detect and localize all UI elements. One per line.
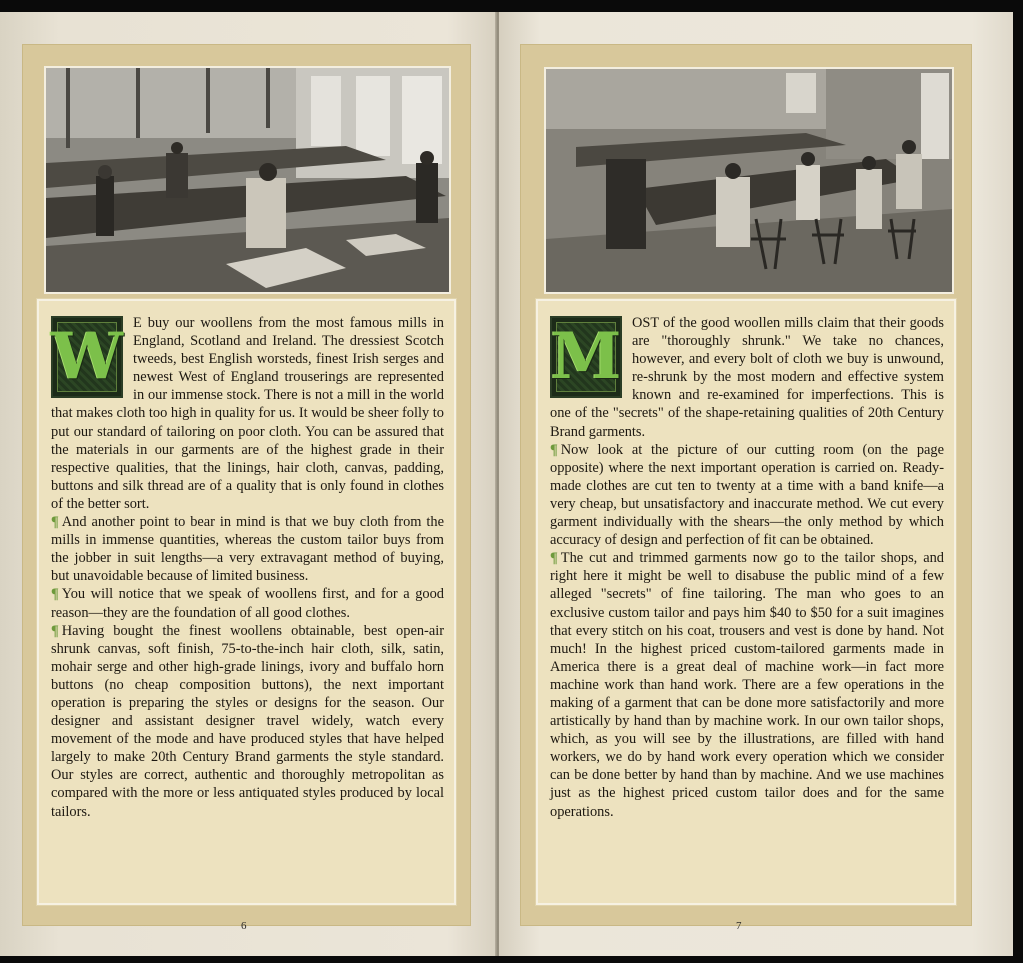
right-paragraph-3-text: The cut and trimmed garments now go to the tailor shops, and right here it might be well to disabuse the public mind of a few alleged "secrets" of fine tailoring. The man who goes to an exclusive custom tailor and pays him $40 to $50 for a suit imagines that every stitch on his coat, trousers and vest is done by hand. Not much! In the highest priced custom-tailored garments made in America there is a great deal of machine work—in fact more machine work than hand work. There are a few operations in the making of a garment that can be done more satisfactorily and more artistically by hand than by machine work. In our own tailor shops, which, as you will see by the illustrations, are filled with hand workers, we do by hand work every operation which we consider can be done better by hand than by machine. And we use machines just as the highest priced custom tailor does and for the same operations. bbox=[550, 550, 944, 820]
right-text-panel bbox=[536, 299, 956, 905]
dropcap-ornament bbox=[550, 319, 622, 394]
left-page bbox=[0, 12, 497, 956]
left-paragraph-4 bbox=[51, 622, 444, 821]
right-paragraph-2 bbox=[550, 441, 944, 550]
pilcrow-icon: ¶ bbox=[550, 441, 558, 458]
left-paragraph-2-text: And another point to bear in mind is that we buy cloth from the mills in immense quantities, whereas the custom tailor buys from the jobber in suit lengths—a very extravagant method of buying, but unavoidable because of limited business. bbox=[51, 514, 444, 585]
dropcap-w bbox=[51, 316, 123, 398]
tailor-shop-photo bbox=[544, 67, 954, 294]
page-number-left: 6 bbox=[241, 920, 247, 932]
dropcap-letter: M bbox=[550, 319, 622, 394]
pilcrow-icon: ¶ bbox=[51, 586, 59, 603]
page-number-right: 7 bbox=[736, 920, 742, 932]
right-page bbox=[499, 12, 1013, 956]
pilcrow-icon: ¶ bbox=[51, 514, 59, 531]
tailor-shop-illustration bbox=[546, 69, 952, 292]
dropcap-m bbox=[550, 316, 622, 398]
cutting-room-illustration bbox=[46, 68, 449, 292]
left-paragraph-1: E buy our woollens from the most famous mills in England, Scotland and Ireland. The dressiest Scotch tweeds, best English worsteds, finest Irish serges and newest West of England trouserings are represented in our immense stock. There is not a mill in the world that makes cloth too high in quality for us. It would be sheer folly to put our standard of tailoring on poor cloth. You can be assured that the materials in our garments are of the highest grade in their respective qualities, that the linings, hair cloth, canvas, padding, buttons and silk thread are of a quality that is only found in clothes of the better sort. bbox=[51, 315, 444, 512]
right-paragraph-3 bbox=[550, 549, 944, 820]
dropcap-letter: W bbox=[51, 319, 123, 394]
right-paragraph-2-text: Now look at the picture of our cutting room (on the page opposite) where the next important operation is carried on. Ready-made clothes are cut ten to twenty at a time with a band knife—a very cheap, but unsatisfactory and inaccurate method. We cut every garment individually with the shears—the only method by which accuracy of design and perfection of fit can be obtained. bbox=[550, 441, 944, 549]
left-paragraph-4-text: Having bought the finest woollens obtainable, best open-air shrunk canvas, soft finish, 75-to-the-inch hair cloth, silk, satin, mohair serge and other high-grade linings, ivory and buffalo horn buttons (no cheap composition buttons), the next important operation is preparing the styles or designs for the season. Our designer and assistant designer travel widely, watch every movement of the mode and have produced styles that have helped largely to make 20th Century Brand garments the style standard. Our styles are correct, authentic and thoroughly metropolitan as compared with the more or less antiquated styles produced by local tailors. bbox=[51, 622, 444, 820]
left-paragraph-3-text: You will notice that we speak of woollens first, and for a good reason—they are the foundation of all good clothes. bbox=[51, 586, 444, 621]
right-paragraph-1: OST of the good woollen mills claim that their goods are "thoroughly shrunk." We take no chances, however, and every bolt of cloth we buy is unwound, re-shrunk by the most modern and effective system known and re-examined for imperfections. This is one of the "secrets" of the shape-retaining qualities of 20th Century Brand garments. bbox=[550, 315, 944, 440]
left-text-panel bbox=[37, 299, 456, 905]
pilcrow-icon: ¶ bbox=[51, 622, 59, 639]
left-paragraph-2 bbox=[51, 513, 444, 585]
pilcrow-icon: ¶ bbox=[550, 550, 558, 567]
right-page-frame bbox=[520, 44, 972, 926]
cutting-room-photo bbox=[44, 66, 451, 294]
dropcap-ornament bbox=[51, 319, 123, 394]
left-page-frame bbox=[22, 44, 471, 926]
left-paragraph-3 bbox=[51, 585, 444, 621]
